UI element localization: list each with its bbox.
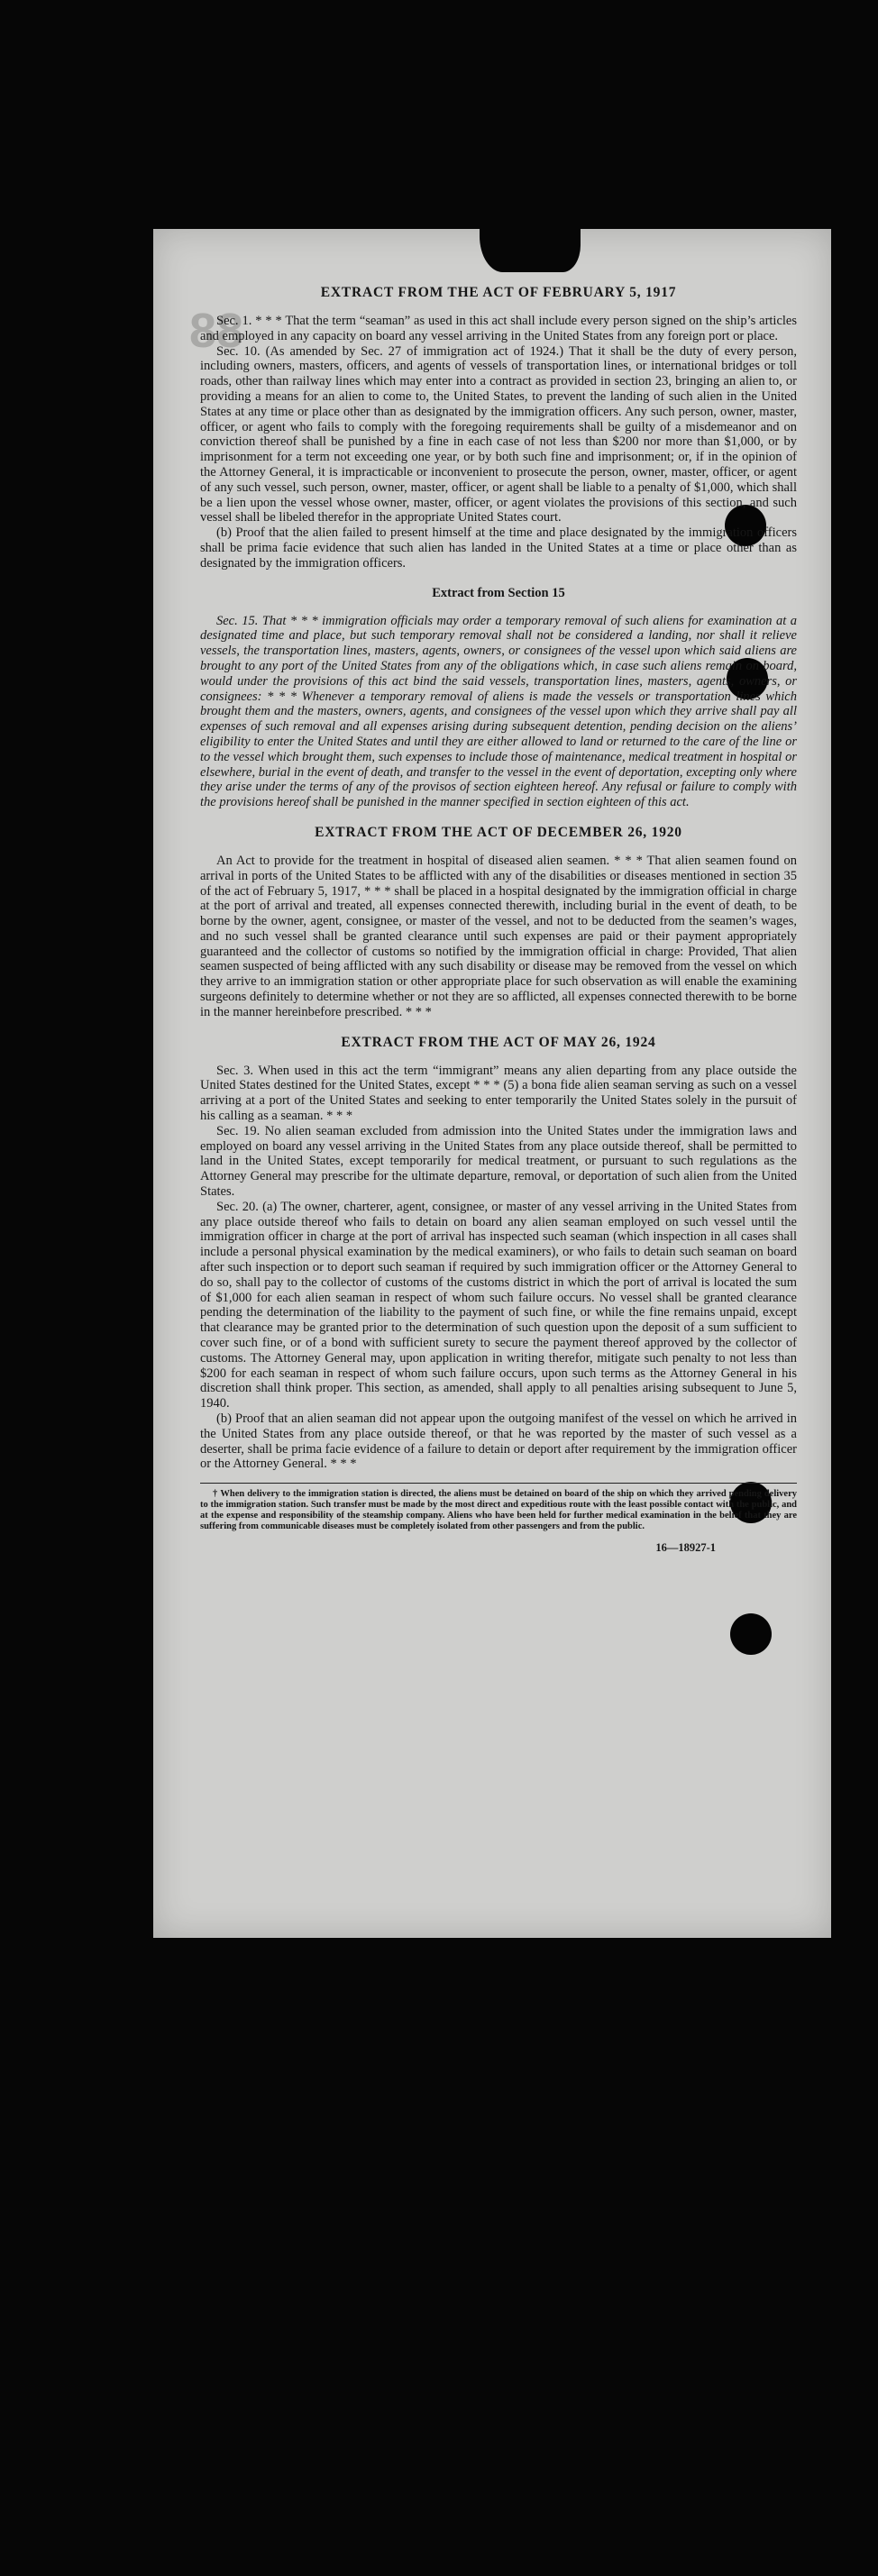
torn-notch bbox=[480, 229, 581, 272]
heading-act-1920: EXTRACT FROM THE ACT OF DECEMBER 26, 1920 bbox=[315, 824, 682, 840]
section-19: Sec. 19. No alien seaman excluded from admission into the United States under the immigration laws and employed on board any vessel arriving in the United States from any place outside thereof, shall be permitted to land in the United States, except temporarily for medical treatment, or pursuant to such regulations as the Attorney General may prescribe for the ultimate departure, removal, or deportation of such alien from the United States. bbox=[200, 1123, 797, 1200]
act-1920-text: An Act to provide for the treatment in hospital of diseased alien seamen. * * * That alien seamen found on arrival in ports of the United States to be afflicted with any of the disabilities or diseases mentioned in section 35 of the act of February 5, 1917, * * * shall be placed in a hospital designated by the immigration official in charge at the port of arrival and treated, all expenses connected therewith, including burial in the event of death, to be borne by the owner, agent, consignee, or master of the vessel, and not to be deducted from the seamen’s wages, and no such vessel shall be granted clearance until such expenses are paid or their payment appropriately guaranteed and the collector of customs so notified by the immigration official in charge: Provided, That alien seamen suspected of being afflicted with any such disability or disease may be removed from the vessel on which they arrive to an immigration station or other appropriate place for such observation as will enable the examining surgeons definitely to determine whether or not they are so afflicted, all expenses connected therewith to be borne in the manner hereinbefore prescribed. * * * bbox=[200, 853, 797, 1019]
heading-act-1917: EXTRACT FROM THE ACT OF FEBRUARY 5, 1917 bbox=[320, 285, 677, 300]
section-15: Sec. 15. That * * * immigration officials may order a temporary removal of such aliens for examination at a designated time and place, but such temporary removal shall not be considered a landing, nor shall it relieve vessels, the transportation lines, masters, agents, owners, or consignees of the vessel upon which said aliens are brought to any port of the United States from any of the obligations which, in case such aliens remain on board, would under the provisions of this act bind the said vessels, transportation lines, masters, agents, owners, or consignees: * * * Whenever a temporary removal of aliens is made the vessels or transportation lines which brought them and the masters, owners, agents, and consignees of the vessel upon which they arrive shall pay all expenses of such removal and all expenses arising during subsequent detention, pending decision on the aliens’ eligibility to enter the United States and until they are either allowed to land or returned to the care of the line or to the vessel which brought them, such expenses to include those of maintenance, medical treatment in hospital or elsewhere, burial in the event of death, and transfer to the vessel in the event of deportation, excepting only where they arise under the terms of any of the provisos of section eighteen hereof. Any refusal or failure to comply with the provisions hereof shall be punished in the manner specified in section eighteen of this act. bbox=[200, 613, 797, 810]
section-10-b: (b) Proof that the alien failed to present himself at the time and place designated by the immigration officers shall be prima facie evidence that such alien has landed in the United States at a time or place other than as designated by the immigration officers. bbox=[200, 525, 797, 571]
document-page bbox=[153, 229, 831, 1938]
section-3: Sec. 3. When used in this act the term “immigrant” means any alien departing from any place outside the United States destined for the United States, except * * * (5) a bona fide alien seaman serving as such on a vessel arriving at a port of the United States and seeking to enter temporarily the United States solely in the pursuit of his calling as a seaman. * * * bbox=[200, 1063, 797, 1124]
heading-section-15: Extract from Section 15 bbox=[432, 585, 565, 600]
section-20-b: (b) Proof that an alien seaman did not appear upon the outgoing manifest of the vessel on which he arrived in the United States from any place outside thereof, or that he was reported by the master of such vessel as a deserter, shall be prima facie evidence of a failure to detain or deport after requirement by the immigration officer or the Attorney General. * * * bbox=[200, 1411, 797, 1472]
footnote: † When delivery to the immigration station is directed, the aliens must be detained on board of the ship on which they arrived pending delivery to the immigration station. Such transfer must be made by the most direct and expeditious route with the least possible contact with the public, and at the expense and responsibility of the steamship company. Aliens who have been held for further medical examination in the belief that they are suffering from communicable diseases must be completely isolated from other passengers and from the public. bbox=[200, 1489, 797, 1532]
section-1: Sec. 1. * * * That the term “seaman” as used in this act shall include every person signed on the ship’s articles and employed in any capacity on board any vessel arriving in the United States from any foreign port or place. bbox=[200, 314, 797, 343]
section-20: Sec. 20. (a) The owner, charterer, agent, consignee, or master of any vessel arriving in the United States from any place outside thereof who fails to detain on board any alien seaman employed on such vessel until the immigration officer in charge at the port of arrival has inspected such seaman (which inspection in all cases shall include a personal physical examination by the medical examiners), or who fails to detain such seaman on board after such inspection or to deport such seaman if required by such immigration officer or the Attorney General to do so, shall pay to the collector of customs of the customs district in which the port of arrival is located the sum of $1,000 for each alien seaman in respect of whom such failure occurs. No vessel shall be granted clearance pending the determination of the liability to the payment of such fine, or while the fine remains unpaid, except that clearance may be granted prior to the determination of such question upon the deposit of a sum sufficient to cover such fine, or of a bond with sufficient surety to secure the payment thereof approved by the collector of customs. The Attorney General may, upon application in writing therefor, mitigate such penalty to not less than $200 for each seaman in respect of whom such failure occurs, upon such terms as the Attorney General in his discretion shall think proper. This section, as amended, shall apply to all penalties arising subsequent to June 5, 1940. bbox=[200, 1199, 797, 1411]
footnote-divider bbox=[200, 1483, 797, 1484]
bleed-through-mark: 88 bbox=[189, 304, 244, 358]
document-body bbox=[200, 285, 797, 1555]
heading-act-1924: EXTRACT FROM THE ACT OF MAY 26, 1924 bbox=[341, 1034, 656, 1050]
form-code: 16—18927-1 bbox=[655, 1541, 716, 1555]
punch-hole bbox=[730, 1613, 772, 1655]
section-10: Sec. 10. (As amended by Sec. 27 of immigration act of 1924.) That it shall be the duty of every person, including owners, masters, officers, and agents of vessels of transportation lines, or international bridges or toll roads, other than railway lines which may enter into a contract as provided in section 23, bringing an alien to, or providing a means for an alien to come to, the United States, to prevent the landing of such alien in the United States at any time or place other than as designated by the immigration officers. Any such person, owner, master, officer, or agent who fails to comply with the foregoing requirements shall be guilty of a misdemeanor and on conviction thereof shall be punished by a fine in each case of not less than $200 nor more than $1,000, or by imprisonment for a term not exceeding one year, or by both such fine and imprisonment; or, if in the opinion of the Attorney General, it is impracticable or inconvenient to prosecute the person, owner, master, officer, or agent of any such vessel, such person, owner, master, officer, or agent shall be liable to a penalty of $1,000, which shall be a lien upon the vessel whose owner, master, officer, or agent violates the provisions of this section, and such vessel shall be libeled therefor in the appropriate United States court. bbox=[200, 343, 797, 525]
